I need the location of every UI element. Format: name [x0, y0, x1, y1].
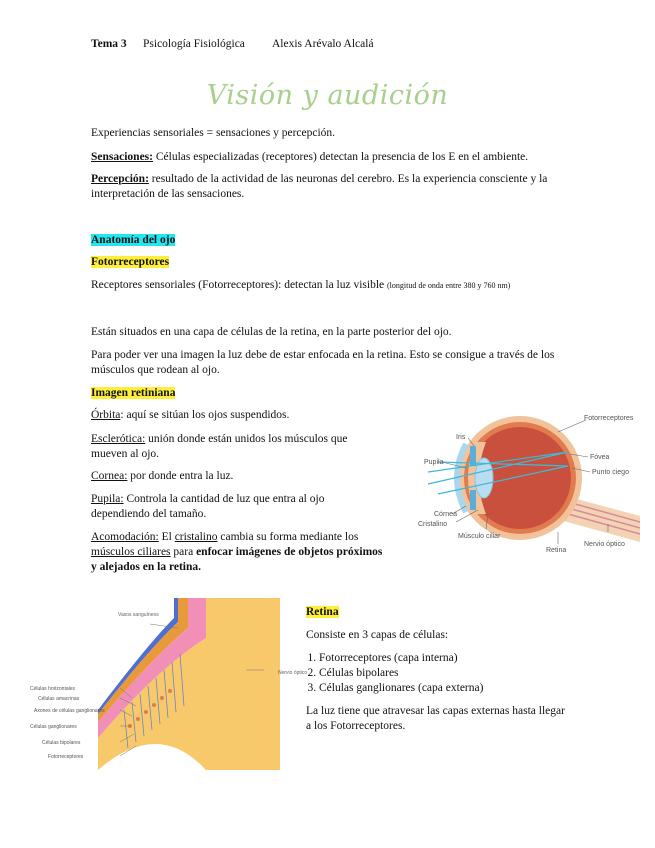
sensaciones-text: Células especializadas (receptores) detectan la presencia de los E en el ambiente. — [152, 151, 529, 163]
label-vasos-sanguineos: Vasos sanguíneos — [118, 612, 159, 618]
pupila-paragraph — [91, 492, 346, 522]
label-celulas-amacrinas: Células amacrinas — [38, 696, 80, 702]
location-paragraph: Están situados en una capa de células de la retina, en la parte posterior del ojo. — [91, 326, 452, 338]
label-punto-ciego: Punto ciego — [592, 469, 629, 476]
anatomy-heading-text: Anatomía del ojo — [91, 234, 176, 246]
receptors-wavelength: (longitud de onda entre 380 y 760 nm) — [387, 281, 511, 290]
acomodacion-label: Acomodación: — [91, 531, 159, 543]
header-author: Alexis Arévalo Alcalá — [272, 38, 374, 50]
label-celulas-ganglionares: Células ganglionares — [30, 724, 77, 730]
cornea-text: por donde entra la luz. — [127, 470, 234, 482]
esclerotica-label: Esclerótica: — [91, 433, 146, 445]
label-fovea: Fóvea — [590, 454, 610, 461]
label-nervio-optico-retina: Nervio óptico — [278, 670, 308, 676]
orbita-text: : aquí se sitúan los ojos suspendidos. — [120, 409, 290, 421]
sensaciones-paragraph — [91, 150, 571, 165]
iris-lower-shape — [470, 490, 476, 510]
retina-heading — [306, 605, 339, 620]
page-title: Visión y audición — [206, 80, 449, 111]
receptors-text: Receptores sensoriales (Fotorreceptores): detectan la luz visible — [91, 279, 388, 291]
header-tema: Tema 3 — [91, 38, 127, 50]
fotorreceptores-heading-text: Fotorreceptores — [91, 256, 170, 268]
cornea-paragraph — [91, 469, 381, 484]
receptors-paragraph — [91, 278, 571, 293]
percepcion-paragraph — [91, 172, 571, 202]
percepcion-label: Percepción: — [91, 173, 149, 185]
retina-layers-list — [306, 651, 579, 696]
fotorreceptores-heading — [91, 255, 571, 270]
header-subject: Psicología Fisiológica — [143, 38, 245, 50]
label-celulas-bipolares: Células bipolares — [42, 740, 81, 746]
intro-line: Experiencias sensoriales = sensaciones y percepción. — [91, 127, 336, 139]
label-musculo-ciliar: Músculo ciliar — [458, 533, 501, 540]
retinal-image-heading-text: Imagen retiniana — [91, 387, 176, 399]
label-fotorreceptores: Fotorreceptores — [584, 415, 634, 422]
esclerotica-text: unión donde están unidos los músculos que mueven al ojo. — [91, 433, 348, 460]
label-axones-ganglionares: Axones de células ganglionares — [34, 708, 105, 714]
label-celulas-horizontales: Células horizontales — [30, 686, 76, 692]
focus-paragraph: Para poder ver una imagen la luz debe de estar enfocada en la retina. Esto se consigue a través de los músculos que rodean al ojo. — [91, 349, 555, 376]
label-fotorreceptores-retina: Fotorreceptores — [48, 754, 84, 760]
retina-heading-text: Retina — [306, 606, 339, 618]
esclerotica-paragraph — [91, 432, 366, 462]
pupila-text: Controla la cantidad de luz que entra al ojo dependiendo del tamaño. — [91, 493, 325, 520]
list-item: 2. Células bipolares — [319, 666, 579, 681]
retina-intro: Consiste en 3 capas de células: — [306, 629, 449, 641]
orbita-paragraph — [91, 408, 381, 423]
retina-layers-diagram — [28, 598, 308, 770]
label-pupila: Pupila — [424, 459, 444, 466]
acomodacion-text-1: El — [158, 531, 175, 543]
retinal-image-heading — [91, 386, 571, 401]
orbita-label: Órbita — [91, 409, 121, 421]
cristalino-term: cristalino — [174, 531, 218, 543]
eye-anatomy-diagram — [408, 402, 648, 562]
percepcion-text: resultado de la actividad de las neuronas del cerebro. Es la experiencia consciente y la interpretación de las sensaciones. — [91, 173, 548, 200]
cornea-label: Cornea: — [91, 470, 128, 482]
label-retina: Retina — [546, 547, 567, 554]
musculos-ciliares-term: músculos ciliares — [91, 546, 171, 558]
list-item: 3. Células ganglionares (capa externa) — [319, 681, 579, 696]
acomodacion-text-2: cambia su forma mediante los — [217, 531, 359, 543]
acomodacion-text-3: para — [170, 546, 197, 558]
acomodacion-bold: enfocar imágenes de objetos próximos y alejados en la retina. — [91, 546, 383, 573]
sensaciones-label: Sensaciones: — [91, 151, 153, 163]
label-cristalino: Cristalino — [418, 521, 448, 528]
retina-note: La luz tiene que atravesar las capas externas hasta llegar a los Fotorreceptores. — [306, 705, 565, 732]
label-iris: Iris — [456, 434, 466, 441]
list-item: 1. Fotorreceptores (capa interna) — [319, 651, 579, 666]
label-cornea: Córnea — [434, 511, 457, 518]
anatomy-heading — [91, 233, 571, 248]
pupila-label: Pupila: — [91, 493, 124, 505]
label-nervio-optico: Nervio óptico — [584, 541, 625, 548]
acomodacion-paragraph — [91, 530, 391, 575]
